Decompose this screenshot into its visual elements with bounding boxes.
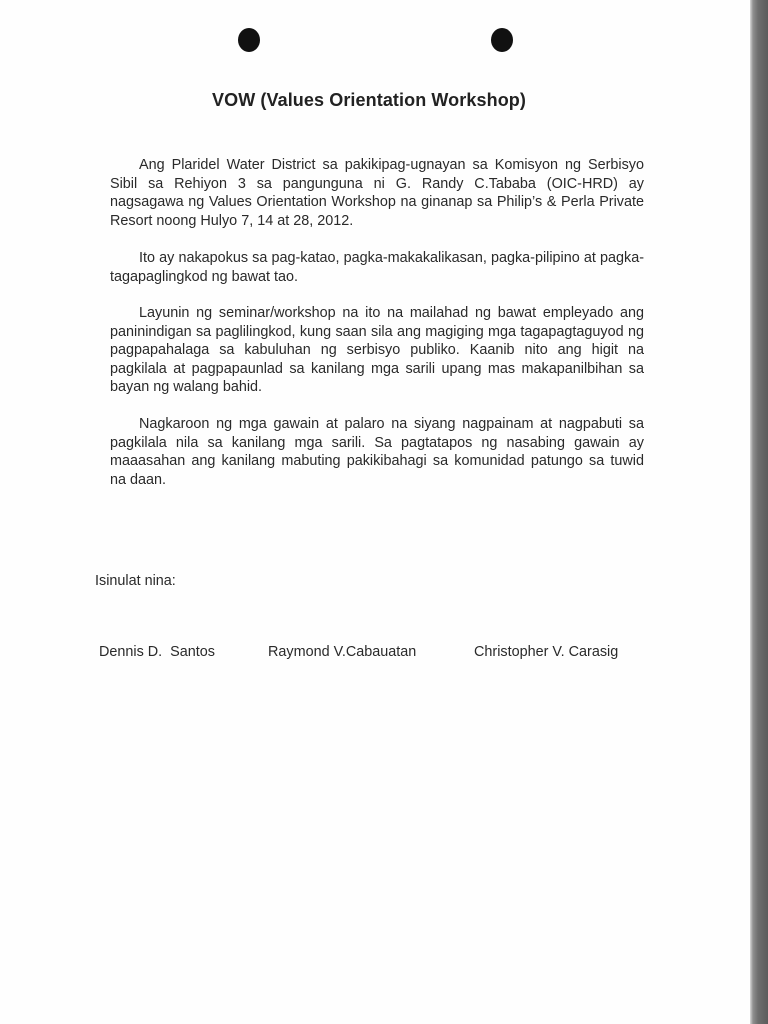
author-name: Christopher V. Carasig (474, 644, 619, 660)
paragraph-1: Ang Plaridel Water District sa pakikipag-ugnayan sa Komisyon ng Serbisyo Sibil sa Rehiyon 3 sa pangunguna ni G. Randy C.Tababa (OIC-HRD) ay nagsagawa ng Values Orientation Workshop na ginanap sa Philip’s & Perla Private Resort noong Hulyo 7, 14 at 28, 2012. (110, 157, 644, 229)
author-name: Raymond V.Cabauatan (268, 644, 417, 660)
paragraph-4: Nagkaroon ng mga gawain at palaro na siyang nagpainam at nagpabuti sa pagkilala nila sa kanilang mga sarili. Sa pagtatapos ng nasabing gawain ay maaasahan ang kanilang mabuting pakikibahagi sa komunidad patungo sa tuwid na daan. (110, 416, 644, 488)
document-title: VOW (Values Orientation Workshop) (211, 90, 526, 110)
author-name: Dennis D. Santos (99, 644, 215, 660)
scanner-edge-shadow (750, 0, 768, 1024)
paragraph-3: Layunin ng seminar/workshop na ito na mailahad ng bawat empleyado ang paninindigan sa paglilingkod, kung saan sila ang magiging mga tagapagtaguyod ng pagpapahalaga sa kabuluhan ng serbisyo publiko. Kaanib nito ang higit na pagkilala at pagpapaunlad sa kanilang mga sarili upang mas makapanilbihan sa bayan ng walang bahid. (110, 305, 644, 395)
punch-hole-left (238, 28, 260, 52)
paragraph-2: Ito ay nakapokus sa pag-katao, pagka-makakalikasan, pagka-pilipino at pagka-tagapaglingkod ng bawat tao. (110, 250, 644, 285)
punch-hole-right (491, 28, 513, 52)
written-by-label: Isinulat nina: (95, 573, 176, 589)
